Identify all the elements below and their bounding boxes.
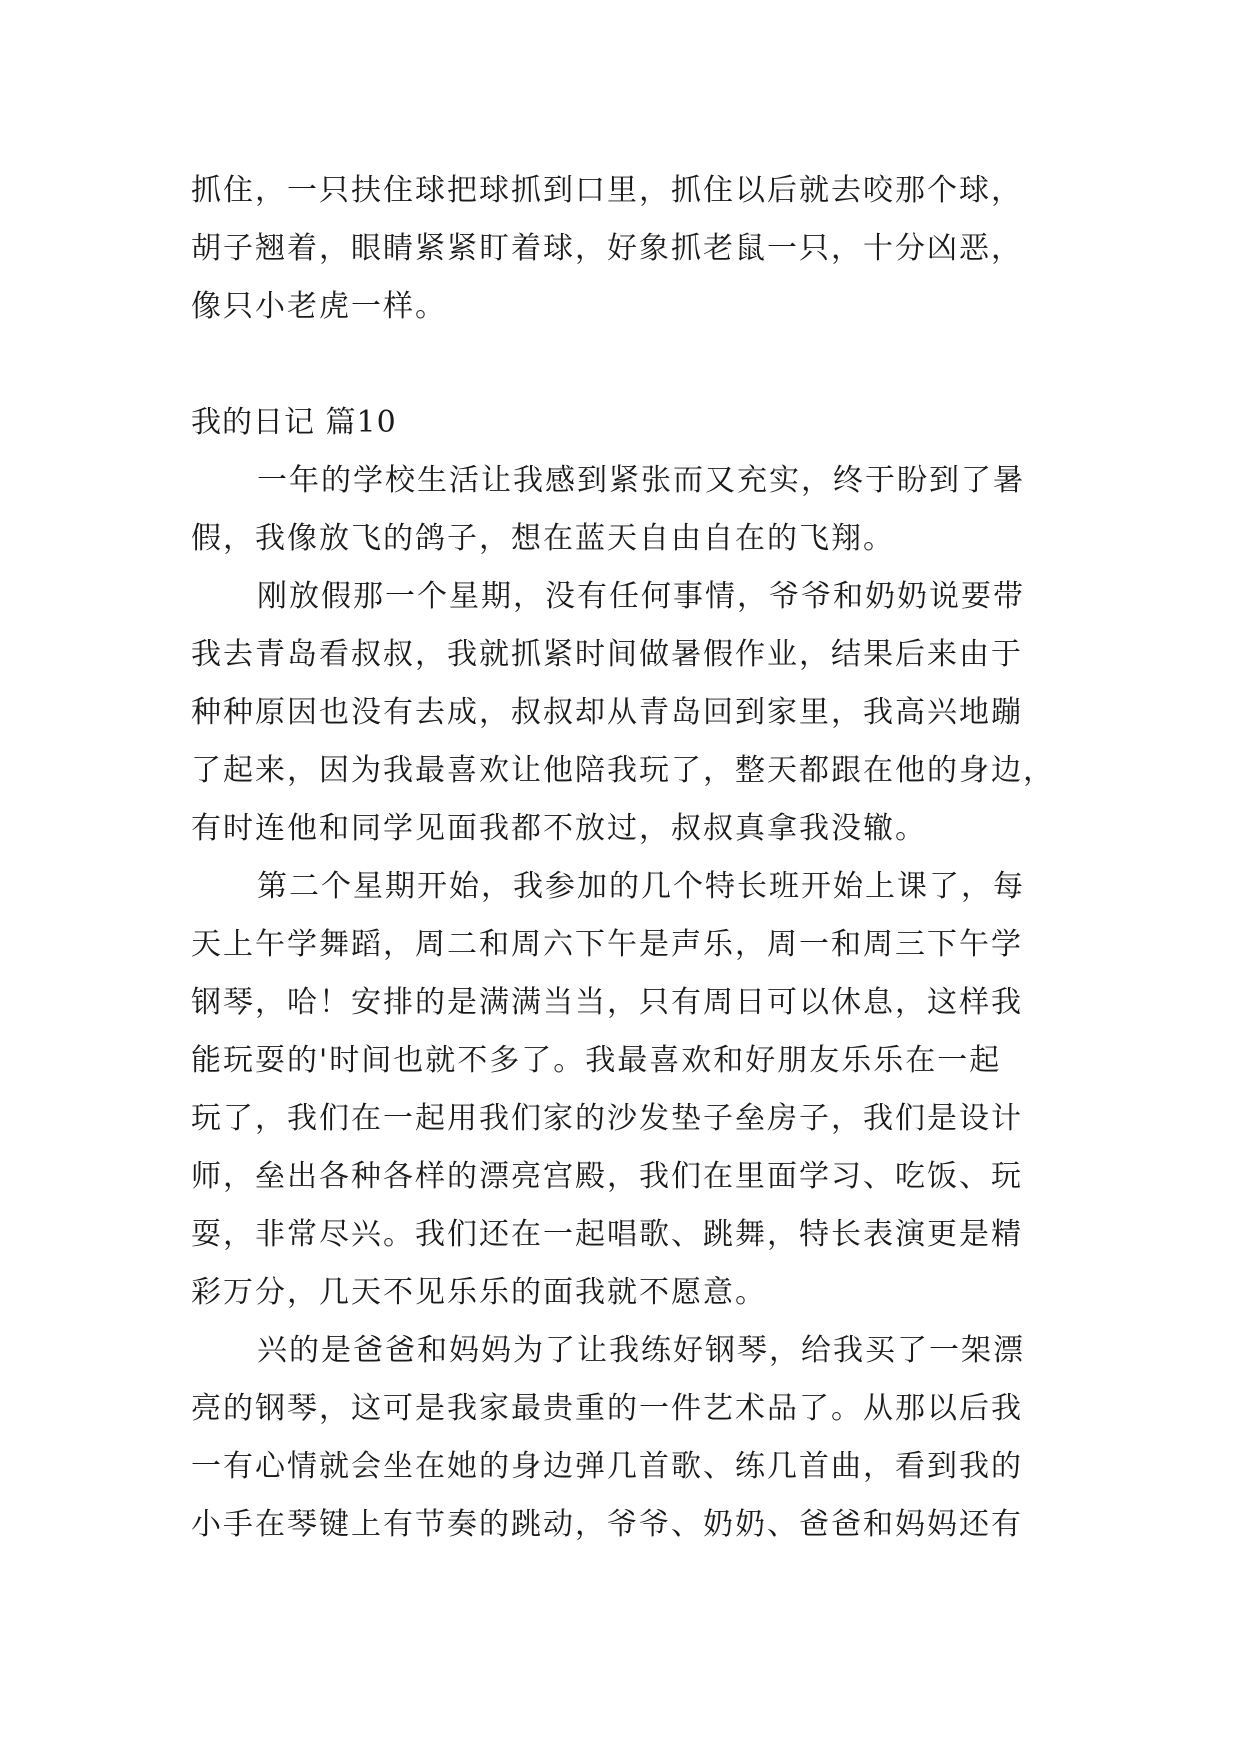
- text-line: 种种原因也没有去成，叔叔却从青岛回到家里，我高兴地蹦: [191, 695, 1023, 730]
- text-line: 小手在琴键上有节奏的跳动，爷爷、奶奶、爸爸和妈妈还有: [191, 1507, 1023, 1542]
- text-line: 兴的是爸爸和妈妈为了让我练好钢琴，给我买了一架漂: [257, 1333, 1025, 1368]
- paragraph-3: [191, 858, 1051, 1322]
- paragraph-1: [191, 452, 1051, 568]
- text-line: 一有心情就会坐在她的身边弹几首歌、练几首曲，看到我的: [191, 1449, 1023, 1484]
- text-line: 能玩耍的'时间也就不多了。我最喜欢和好朋友乐乐在一起: [191, 1043, 1002, 1078]
- paragraph-2: [191, 568, 1055, 858]
- text-line: 了起来，因为我最喜欢让他陪我玩了，整天都跟在他的身边，: [191, 753, 1055, 788]
- text-line: 胡子翘着，眼睛紧紧盯着球，好象抓老鼠一只，十分凶恶，: [191, 231, 1023, 266]
- text-line: 耍，非常尽兴。我们还在一起唱歌、跳舞，特长表演更是精: [191, 1217, 1023, 1252]
- text-line: 师，垒出各种各样的漂亮宫殿，我们在里面学习、吃饭、玩: [191, 1159, 1023, 1194]
- paragraph-gap: [191, 336, 1051, 394]
- text-line: 像只小老虎一样。: [191, 289, 447, 324]
- text-line: 钢琴，哈！安排的是满满当当，只有周日可以休息，这样我: [191, 985, 1023, 1020]
- intro-paragraph: [191, 162, 1051, 336]
- text-line: 抓住，一只扶住球把球抓到口里，抓住以后就去咬那个球，: [191, 173, 1023, 208]
- paragraph-4: [191, 1322, 1051, 1554]
- text-line: 我去青岛看叔叔，我就抓紧时间做暑假作业，结果后来由于: [191, 637, 1023, 672]
- document-body: [191, 162, 1055, 1554]
- text-line: 天上午学舞蹈，周二和周六下午是声乐，周一和周三下午学: [191, 927, 1023, 962]
- section-title: 我的日记 篇10: [191, 405, 397, 440]
- text-line: 假，我像放飞的鸽子，想在蓝天自由自在的飞翔。: [191, 521, 895, 556]
- text-line: 一年的学校生活让我感到紧张而又充实，终于盼到了暑: [257, 463, 1025, 498]
- text-line: 刚放假那一个星期，没有任何事情，爷爷和奶奶说要带: [257, 579, 1025, 614]
- text-line: 彩万分，几天不见乐乐的面我就不愿意。: [191, 1275, 767, 1310]
- text-line: 亮的钢琴，这可是我家最贵重的一件艺术品了。从那以后我: [191, 1391, 1023, 1426]
- text-line: 玩了，我们在一起用我们家的沙发垫子垒房子，我们是设计: [191, 1101, 1023, 1136]
- text-line: 有时连他和同学见面我都不放过，叔叔真拿我没辙。: [191, 811, 927, 846]
- text-line: 第二个星期开始，我参加的几个特长班开始上课了，每: [257, 869, 1025, 904]
